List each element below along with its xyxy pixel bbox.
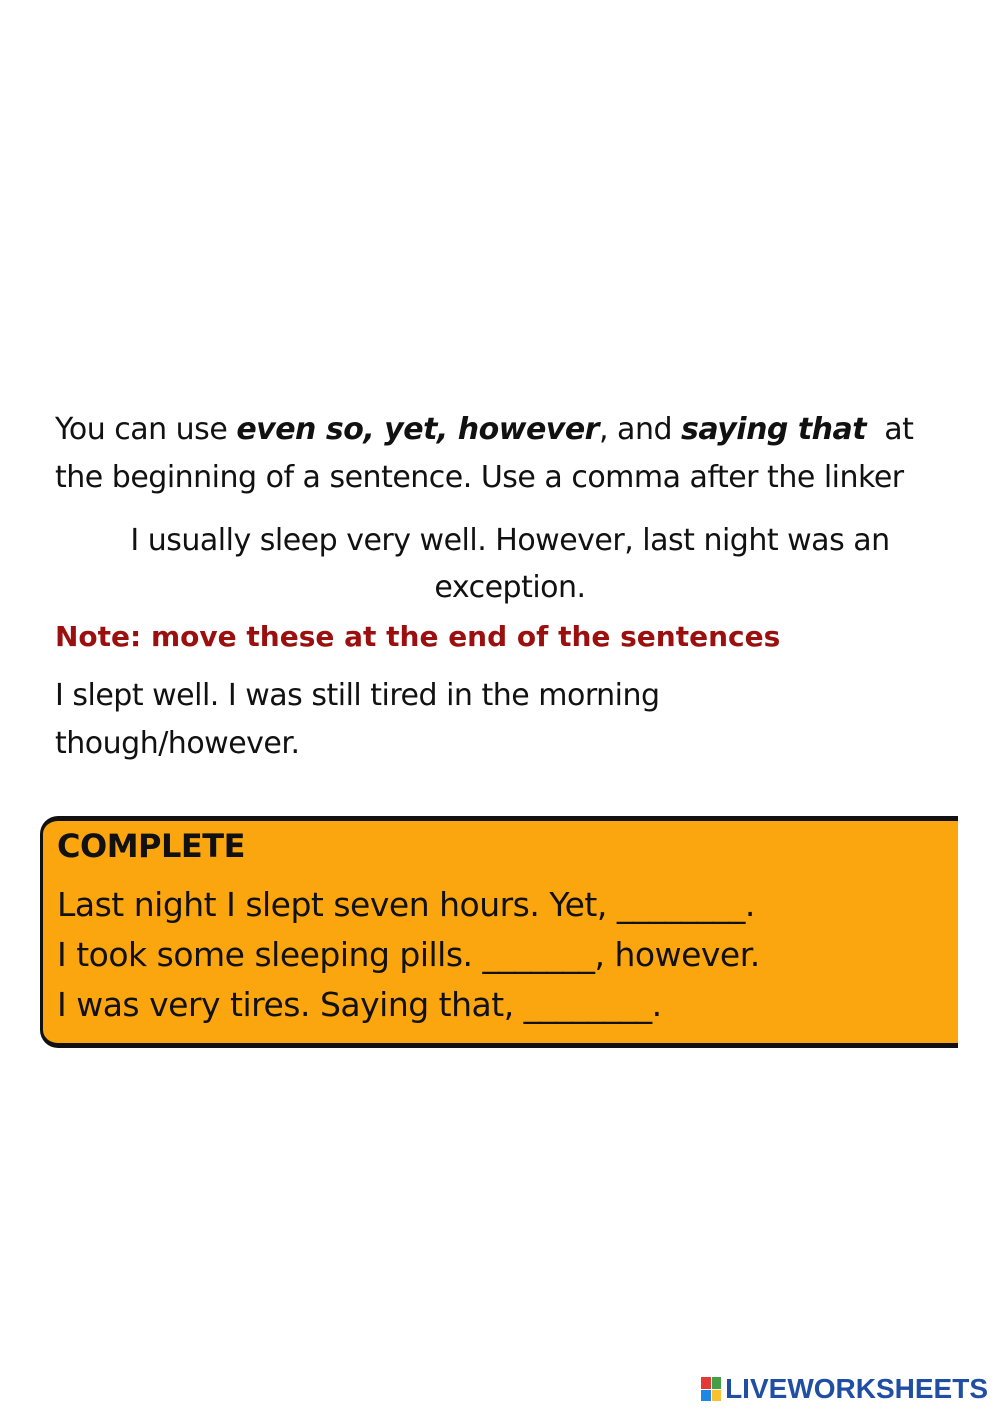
logo-square-green <box>712 1377 722 1389</box>
example-line-1: I usually sleep very well. However, last night was an <box>130 523 890 558</box>
intro-line-2: the beginning of a sentence. Use a comma after the linker <box>55 460 904 495</box>
liveworksheets-logo-icon <box>701 1377 721 1401</box>
intro-prefix: You can use <box>55 412 237 447</box>
example-line-2: exception. <box>434 570 586 605</box>
exercise-sentence-1[interactable]: Last night I slept seven hours. Yet, ________. <box>57 885 755 924</box>
logo-square-yellow <box>712 1390 722 1402</box>
intro-suffix: at <box>866 412 914 447</box>
intro-middle: , and <box>598 412 682 447</box>
note-heading: Note: move these at the end of the sentences <box>55 620 781 653</box>
example2-line-2: though/however. <box>55 726 300 761</box>
example-sentence <box>110 517 910 611</box>
example2-line-1: I slept well. I was still tired in the morning <box>55 678 660 713</box>
logo-square-blue <box>701 1390 711 1402</box>
complete-title: COMPLETE <box>57 827 245 865</box>
liveworksheets-brand <box>701 1373 988 1405</box>
exercise-sentence-2[interactable]: I took some sleeping pills. _______, however. <box>57 935 760 974</box>
complete-exercise-box <box>40 816 958 1048</box>
intro-line-1 <box>55 412 913 447</box>
exercise-sentence-3[interactable]: I was very tires. Saying that, ________. <box>57 985 662 1024</box>
linker-saying-that: saying that <box>681 412 867 447</box>
linker-words: even so, yet, however <box>236 412 599 447</box>
brand-name: LIVEWORKSHEETS <box>725 1373 988 1404</box>
logo-square-red <box>701 1377 711 1389</box>
